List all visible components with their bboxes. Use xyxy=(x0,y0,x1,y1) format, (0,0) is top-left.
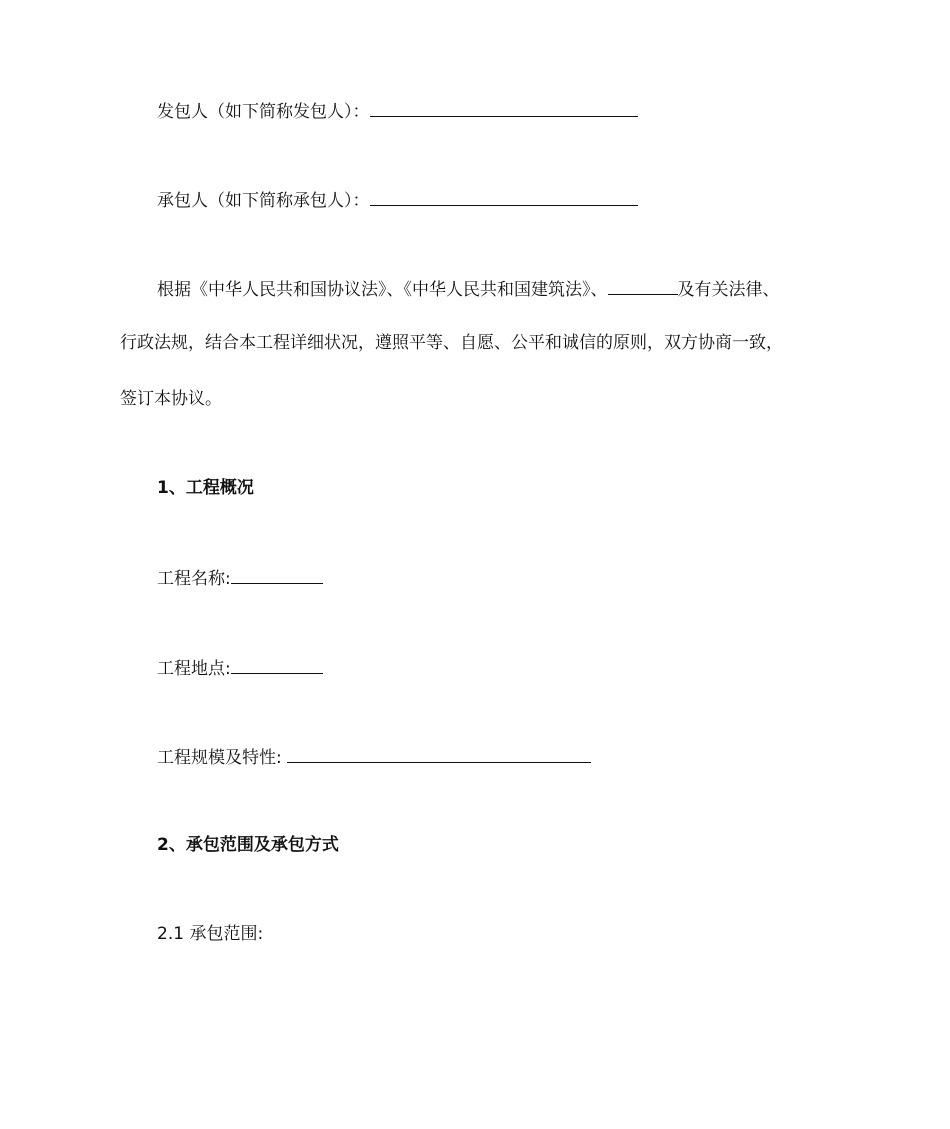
preamble-line-2: 行政法规，结合本工程详细状况，遵照平等、自愿、公平和诚信的原则，双方协商一致， xyxy=(120,333,783,353)
project-scale-row xyxy=(157,744,591,770)
party-b-row xyxy=(157,187,638,213)
project-location-blank[interactable] xyxy=(231,655,323,674)
law-blank[interactable] xyxy=(608,276,678,295)
party-b-blank[interactable] xyxy=(370,187,638,206)
party-b-label: 承包人（如下简称承包人）： xyxy=(157,191,370,211)
project-scale-label: 工程规模及特性: xyxy=(157,748,288,768)
project-name-row xyxy=(157,565,323,591)
scope-label: 2.1 承包范围: xyxy=(157,924,264,944)
party-a-label: 发包人（如下简称发包人）： xyxy=(157,102,370,122)
section-2-heading: 2、承包范围及承包方式 xyxy=(157,835,339,855)
party-a-row xyxy=(157,98,638,124)
preamble-text-a: 根据《中华人民共和国协议法》、《中华人民共和国建筑法》、 xyxy=(157,280,608,300)
preamble-text-b: 及有关法律、 xyxy=(677,280,780,300)
project-name-label: 工程名称: xyxy=(157,569,231,589)
project-scale-blank[interactable] xyxy=(287,744,591,763)
preamble-line-1 xyxy=(157,276,780,302)
party-a-blank[interactable] xyxy=(370,98,638,117)
project-name-blank[interactable] xyxy=(231,565,323,584)
preamble-line-3: 签订本协议。 xyxy=(120,389,222,409)
project-location-row xyxy=(157,655,323,681)
project-location-label: 工程地点: xyxy=(157,659,231,679)
section-1-heading: 1、工程概况 xyxy=(157,478,254,498)
